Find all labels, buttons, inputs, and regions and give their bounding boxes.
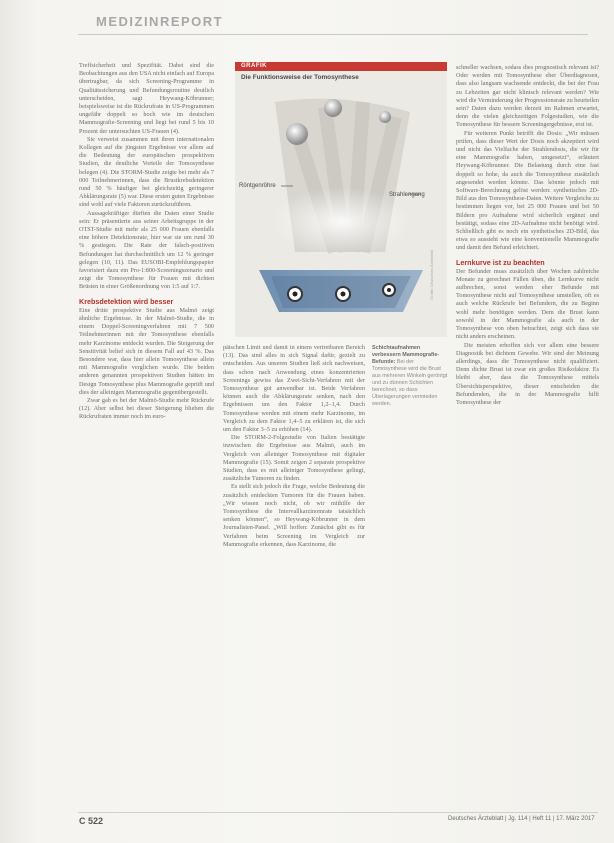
article-column-1 <box>79 62 214 808</box>
paragraph: Für weiteren Punkt betrifft die Dosis: „Wir müssen prüfen, dass dieser Wert der Dosis noch akzeptiert wird und nicht das Vielfache der Strahlendosis, die wir für eine Mammografie haben, umgesetzt“, erläutert Heywang-Köbrunner. Die Belastung durch eine fast doppelt so hohe, da auch die Tomosynthese zusätzlich angesendet werden könnte. Das könnte jedoch mit Software-Berechnung gelöst werden: synthetisches 2D-Bild aus den Tomosynthese-Daten. Weitere Vergleiche zu bestimmen liegen vor, bei 25 000 Frauen und bei 50 Bildern pro Aufnahme wird sicherlich ergänzt und bestätigt, sodass eine 2D-Aufnahme nicht benötigt wird. Schließlich gibt es noch ein synthetisches 2D-Bild, das etwa so aussieht wie eine konventionelle Mammografie und damit den Befund erleichtert. <box>456 129 599 252</box>
article-column-4 <box>456 64 599 808</box>
label-beam-path: Strahlengang <box>389 192 425 198</box>
graphic-title: Die Funktionsweise der Tomosynthese <box>241 74 359 81</box>
paragraph: Sie verweist zusammen mit ihren internationalen Kollegen auf die jüngsten Ergebnisse vor allem auf die Bedeutung der europäischen prospektiven Studien, die deutliche Vorteile der Tomosynthese belegen (4). Die STORM-Studie zeigte bei mehr als 7 000 Teilnehmerinnen, dass die Brustkrebsdetektion rund 50 % häufiger bei gleichzeitig geringerer Abklärungsrate (5) war. Diese ersten guten Ergebnisse sind wohl auf viele Faktoren zurückzuführen. <box>79 135 214 209</box>
label-x-ray-tube: Röntgenröhre <box>239 183 276 189</box>
subheading: Krebsdetektion wird besser <box>79 296 174 306</box>
paragraph: Eine dritte prospektive Studie aus Malmö zeigt ähnliche Ergebnisse. In der Malmö-Studie, die in einem Doppel-Screeningverfahren mit 7 500 Teilnehmerinnen mit der Tomosynthese ebenfalls mehr Karzinome entdeckt wurden. Die Steigerung der Sensitivität belief sich in diesem Fall auf 43 %. Das Besondere war, dass hier allein Tomosynthese allein mit Mammografie verglichen wurde. Die beiden anderen genannten prospektiven Studien hätten im Design Tomosynthese plus Mammografie geprüft und dies der alleinigen Mammografie gegenübergestellt. <box>79 306 214 396</box>
caption-lead: Schichtaufnahmen verbessern Mammografie-Befunde: <box>372 345 440 365</box>
paragraph: Die meisten erhoffen sich vor allem eine bessere Diagnostik bei dichtem Gewebe. Wir sind der Meinung allerdings, dass die Tomosynthese nicht qualifiziert. Denn dichte Brust ist zwar ein großes Risikofaktor. Es bleibt aber, dass die Tomosynthese mittels Übersichtsperspektive, dieser entscheiden die Befundenden, die in der Mammografie hilft Tomosynthese der <box>456 341 599 406</box>
header-divider <box>78 34 588 35</box>
tomosynthesis-illustration <box>235 62 447 337</box>
subheading: Lernkurve ist zu beachten <box>456 257 545 267</box>
graphic-tag: GRAFIK <box>241 63 267 69</box>
x-ray-tube-center <box>324 99 342 117</box>
caption-text: Bei der Tomosynthese wird die Brust aus mehreren Winkeln geröntgt und zu dünnen Schichten berechnet, so dass Überlagerungen vermieden werden. <box>372 359 448 407</box>
journal-citation: Deutsches Ärzteblatt | Jg. 114 | Heft 11 | 17. März 2017 <box>448 816 595 822</box>
paragraph: Der Befunder muss zusätzlich über Wochen zahlreiche Monate zu gerechnet Fällen üben, die Lernkurve nicht aufbrechen, sonst werden eher Befunde mit Tomosynthese nicht auf Tomosynthese umstellen, oft es auch welche Rückrufe bei Befundern, die zu Beginn wohl mehr benötigen werden. Dem die Brust kann sowohl in der Mammografie als auch in der Tomosynthese von oben betrachtet, zeigt sich dass sie nicht anders erscheinen. <box>456 267 599 341</box>
x-ray-tube-left <box>286 123 308 145</box>
page-header <box>78 12 588 32</box>
paragraph: Die STORM-2-Folgestudie von Italien bestätigte inzwischen die Ergebnisse aus Malmö, auch im Vergleich von alleiniger Tomosynthese mit digitaler Mammografie (15). Somit zeigen 2 separate prospektive Studien, dass es mit alleiniger Tomosynthese gelingt, zusätzliche Tumoren zu finden. <box>223 434 365 483</box>
section-title: MEDIZINREPORT <box>96 14 224 29</box>
paragraph: Es stellt sich jedoch die Frage, welche Bedeutung die zusätzlich entdeckten Tumoren für die Frauen haben. „Wir wissen noch nicht, ob wir mithilfe der Tomosynthese die Intervallkarzinomrate tatsächlich senken können“, so Heywang-Köbrunner in dem Journalisten-Panel. „Will hoffen: Zunächst gibt es für Verfahren beim Screening im Vergleich zur Mammografie erkennen, dass Karzinome, die <box>223 483 365 548</box>
page-number: C 522 <box>79 816 104 826</box>
paragraph: schneller wachsen, sodass dies prognostisch relevant ist? Oder werden mit Tomosynthese eher Überdiagnosen, dass also langsam wachsende entdeckt, die bei der Frau zu Lebzeiten gar nicht klinisch relevant werden? Wie wird die Verminderung der Progressionsrate zu beurteilen sein? Daten dazu werden derzeit im Rahmen erwartet, denn die vielen gleichzeitigen Folgestudien, wie die Tomosynthese für bessere Screeningergebnisse, erst ist. <box>456 64 599 129</box>
tomosynthesis-graphic <box>235 62 447 337</box>
paragraph: Zwar gab es bei der Malmö-Studie mehr Rückrufe (12). Aber selbst bei dieser Steigerung blieben die Rückrufraten immer noch im euro- <box>79 396 214 421</box>
paragraph: päischen Limit und damit in einem vertretbaren Bereich (13). Das sind alles in sich Signal dafür, gezielt zu entscheiden. Aus unseren Studien ließ sich nachweisen, dass schon nach Anwendung eines konzentrierten Screenings gewiss das Zwei-Sicht-Verfahren mit der Tomosynthese gut anwendbar ist. Beide Verfahren können auch die Abklärungsrate senken, nach den Ergebnissen um den Faktor 1,2–1,4. Durch Tomosynthese werden mit einem mehr Karzinome, im Vergleich zu dem Faktor 1,4–5 zu erklären ist, die sich um den Faktor 3–5 zu erhöhen (14). <box>223 344 365 434</box>
paragraph: Aussagekräftiger dürften die Daten einer Studie sein: Er präsentierte aus seiner Arbeitsgruppe in der OTST-Studie mit mehr als 25 000 Frauen ebenfalls eine höhere Detektionsrate, hier war sie um rund 30 % gestiegen. Die Rate der falsch-positiven Befundungen hat durchschnittlich um 12 % geringer gelegen (10, 11). Das EUSOBI-Empfehlungspapier favorisiert dazu ein Pro-1:800-Screeningszenario und zeigt die Tomosynthese für Frauen mit dichten Brüsten in einer Größenordnung von 1:5 auf 1:7. <box>79 209 214 291</box>
graphic-caption <box>372 345 448 408</box>
article-column-2 <box>223 344 365 809</box>
x-ray-tube-right <box>379 111 391 123</box>
footer-divider <box>78 812 598 813</box>
paragraph: Treffsicherheit und Spezifität. Dabei sind die Beobachtungen aus den USA nicht einfach auf Europa übertragbar, da sich Screening-Programme in Qualitätssicherung und Befundungsroutine deutlich unterscheiden, sagt Heywang-Köbrunner; beispielsweise ist die Rückrufrate in US-Programmen ungefähr doppelt so hoch wie im deutschen Mammografie-Screening und liegt bei rund 5 bis 10 Prozent der untersuchten US-Frauen (4). <box>79 62 214 135</box>
graphic-credit: Grafik: Deutsches Ärzteblatt <box>429 250 434 300</box>
